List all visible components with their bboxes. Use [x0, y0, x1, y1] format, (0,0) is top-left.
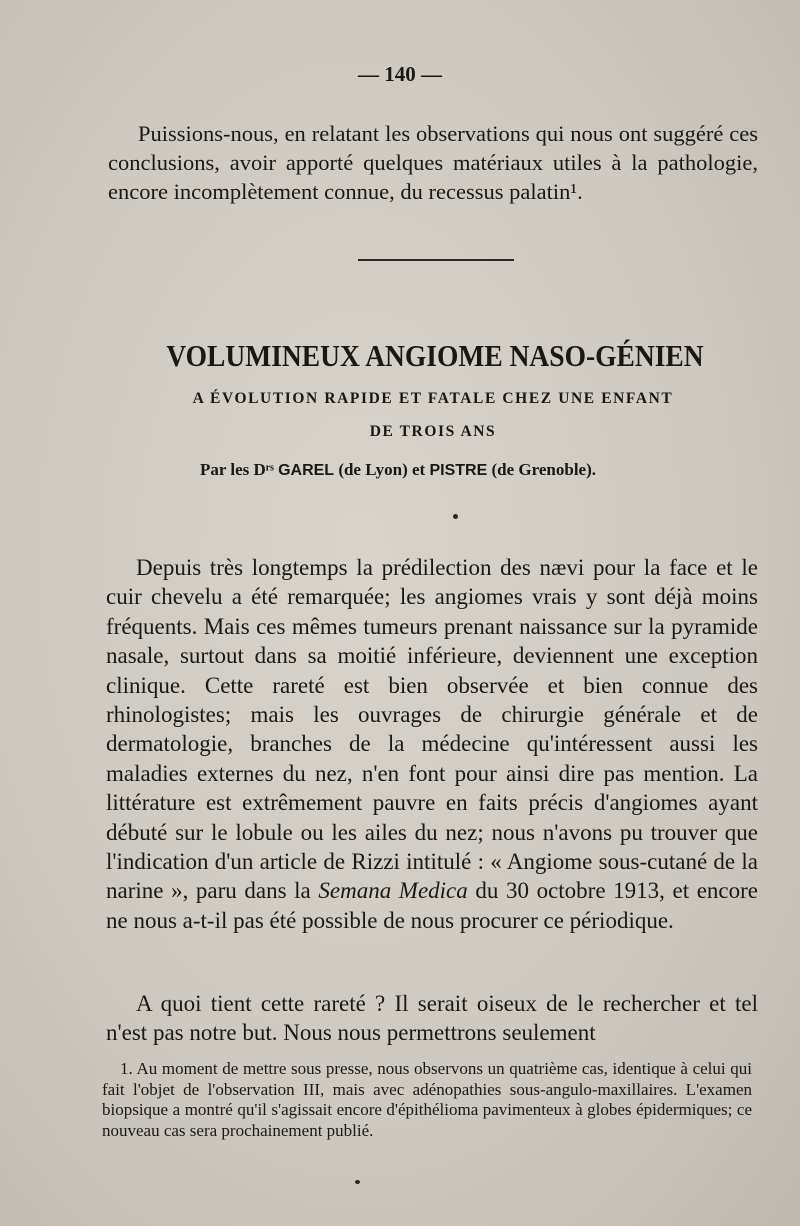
- body-paragraph-2: A quoi tient cette rareté ? Il serait oiseux de le rechercher et tel n'est pas notre but. Nous nous permettrons seulement: [106, 991, 758, 1046]
- subtitle-line-2: DE TROIS ANS: [369, 423, 497, 440]
- author-pistre-place: (de Grenoble).: [491, 460, 597, 479]
- page-number: — 140 —: [358, 62, 442, 86]
- body-p1-text: Depuis très longtemps la prédilection des nævi pour la face et le cuir chevelu a été remarquée; les angiomes vrais y sont déjà moins fréquents. Mais ces mêmes tumeurs prenant naissance sur la pyramide nasale, surtout dans sa moitié inférieure, deviennent une exception clinique. Cette rareté est bien observée et bien connue des rhinologistes; mais les ouvrages de chirurgie générale et de dermatologie, branches de la médecine qu'intéressent aussi les maladies externes du nez, n'en font pour ainsi dire pas mention. La littérature est extrêmement pauvre en faits précis d'angiomes ayant débuté sur le lobule ou les ailes du nez; nous n'avons pu trouver que l'indication d'un article de Rizzi intitulé : « Angiome sous-cutané de la narine », paru dans la: [106, 555, 758, 904]
- ornament-dot-bottom: [355, 1180, 360, 1184]
- footnote: 1. Au moment de mettre sous presse, nous observons un quatrième cas, identique à celui qui fait l'objet de l'observation III, mais avec adénopathies sous-angulo-maxillaires. L'examen biopsique a montré qu'il s'agissait encore d'épithélioma pavimenteux à globes épidermiques; ce nouveau cas sera prochainement publié.: [102, 1059, 752, 1140]
- author-garel-place: (de Lyon) et: [338, 460, 426, 479]
- ornament-dot: [453, 514, 458, 519]
- article-subtitle: [118, 382, 748, 448]
- article-title: VOLUMINEUX ANGIOME NASO-GÉNIEN: [166, 338, 704, 373]
- author-garel: GAREL: [278, 462, 335, 479]
- intro-paragraph: Puissions-nous, en relatant les observations qui nous ont suggéré ces conclusions, avoir apporté quelques matériaux utiles à la pathologie, encore incomplètement connue, du recessus palatin¹.: [108, 120, 758, 204]
- byline: [200, 460, 680, 480]
- journal-title: Semana Medica: [318, 878, 468, 904]
- subtitle-line-1: A ÉVOLUTION RAPIDE ET FATALE CHEZ UNE ENFANT: [192, 390, 674, 407]
- author-pistre: PISTRE: [429, 462, 488, 479]
- section-divider: [358, 259, 514, 261]
- body-paragraph-1: [106, 553, 758, 935]
- body-p1-end: du 30 octobre 1913, et encore ne nous a-t-il pas été possible de nous procurer ce périodique.: [106, 878, 758, 933]
- byline-prefix: Par les Dʳˢ: [200, 460, 274, 479]
